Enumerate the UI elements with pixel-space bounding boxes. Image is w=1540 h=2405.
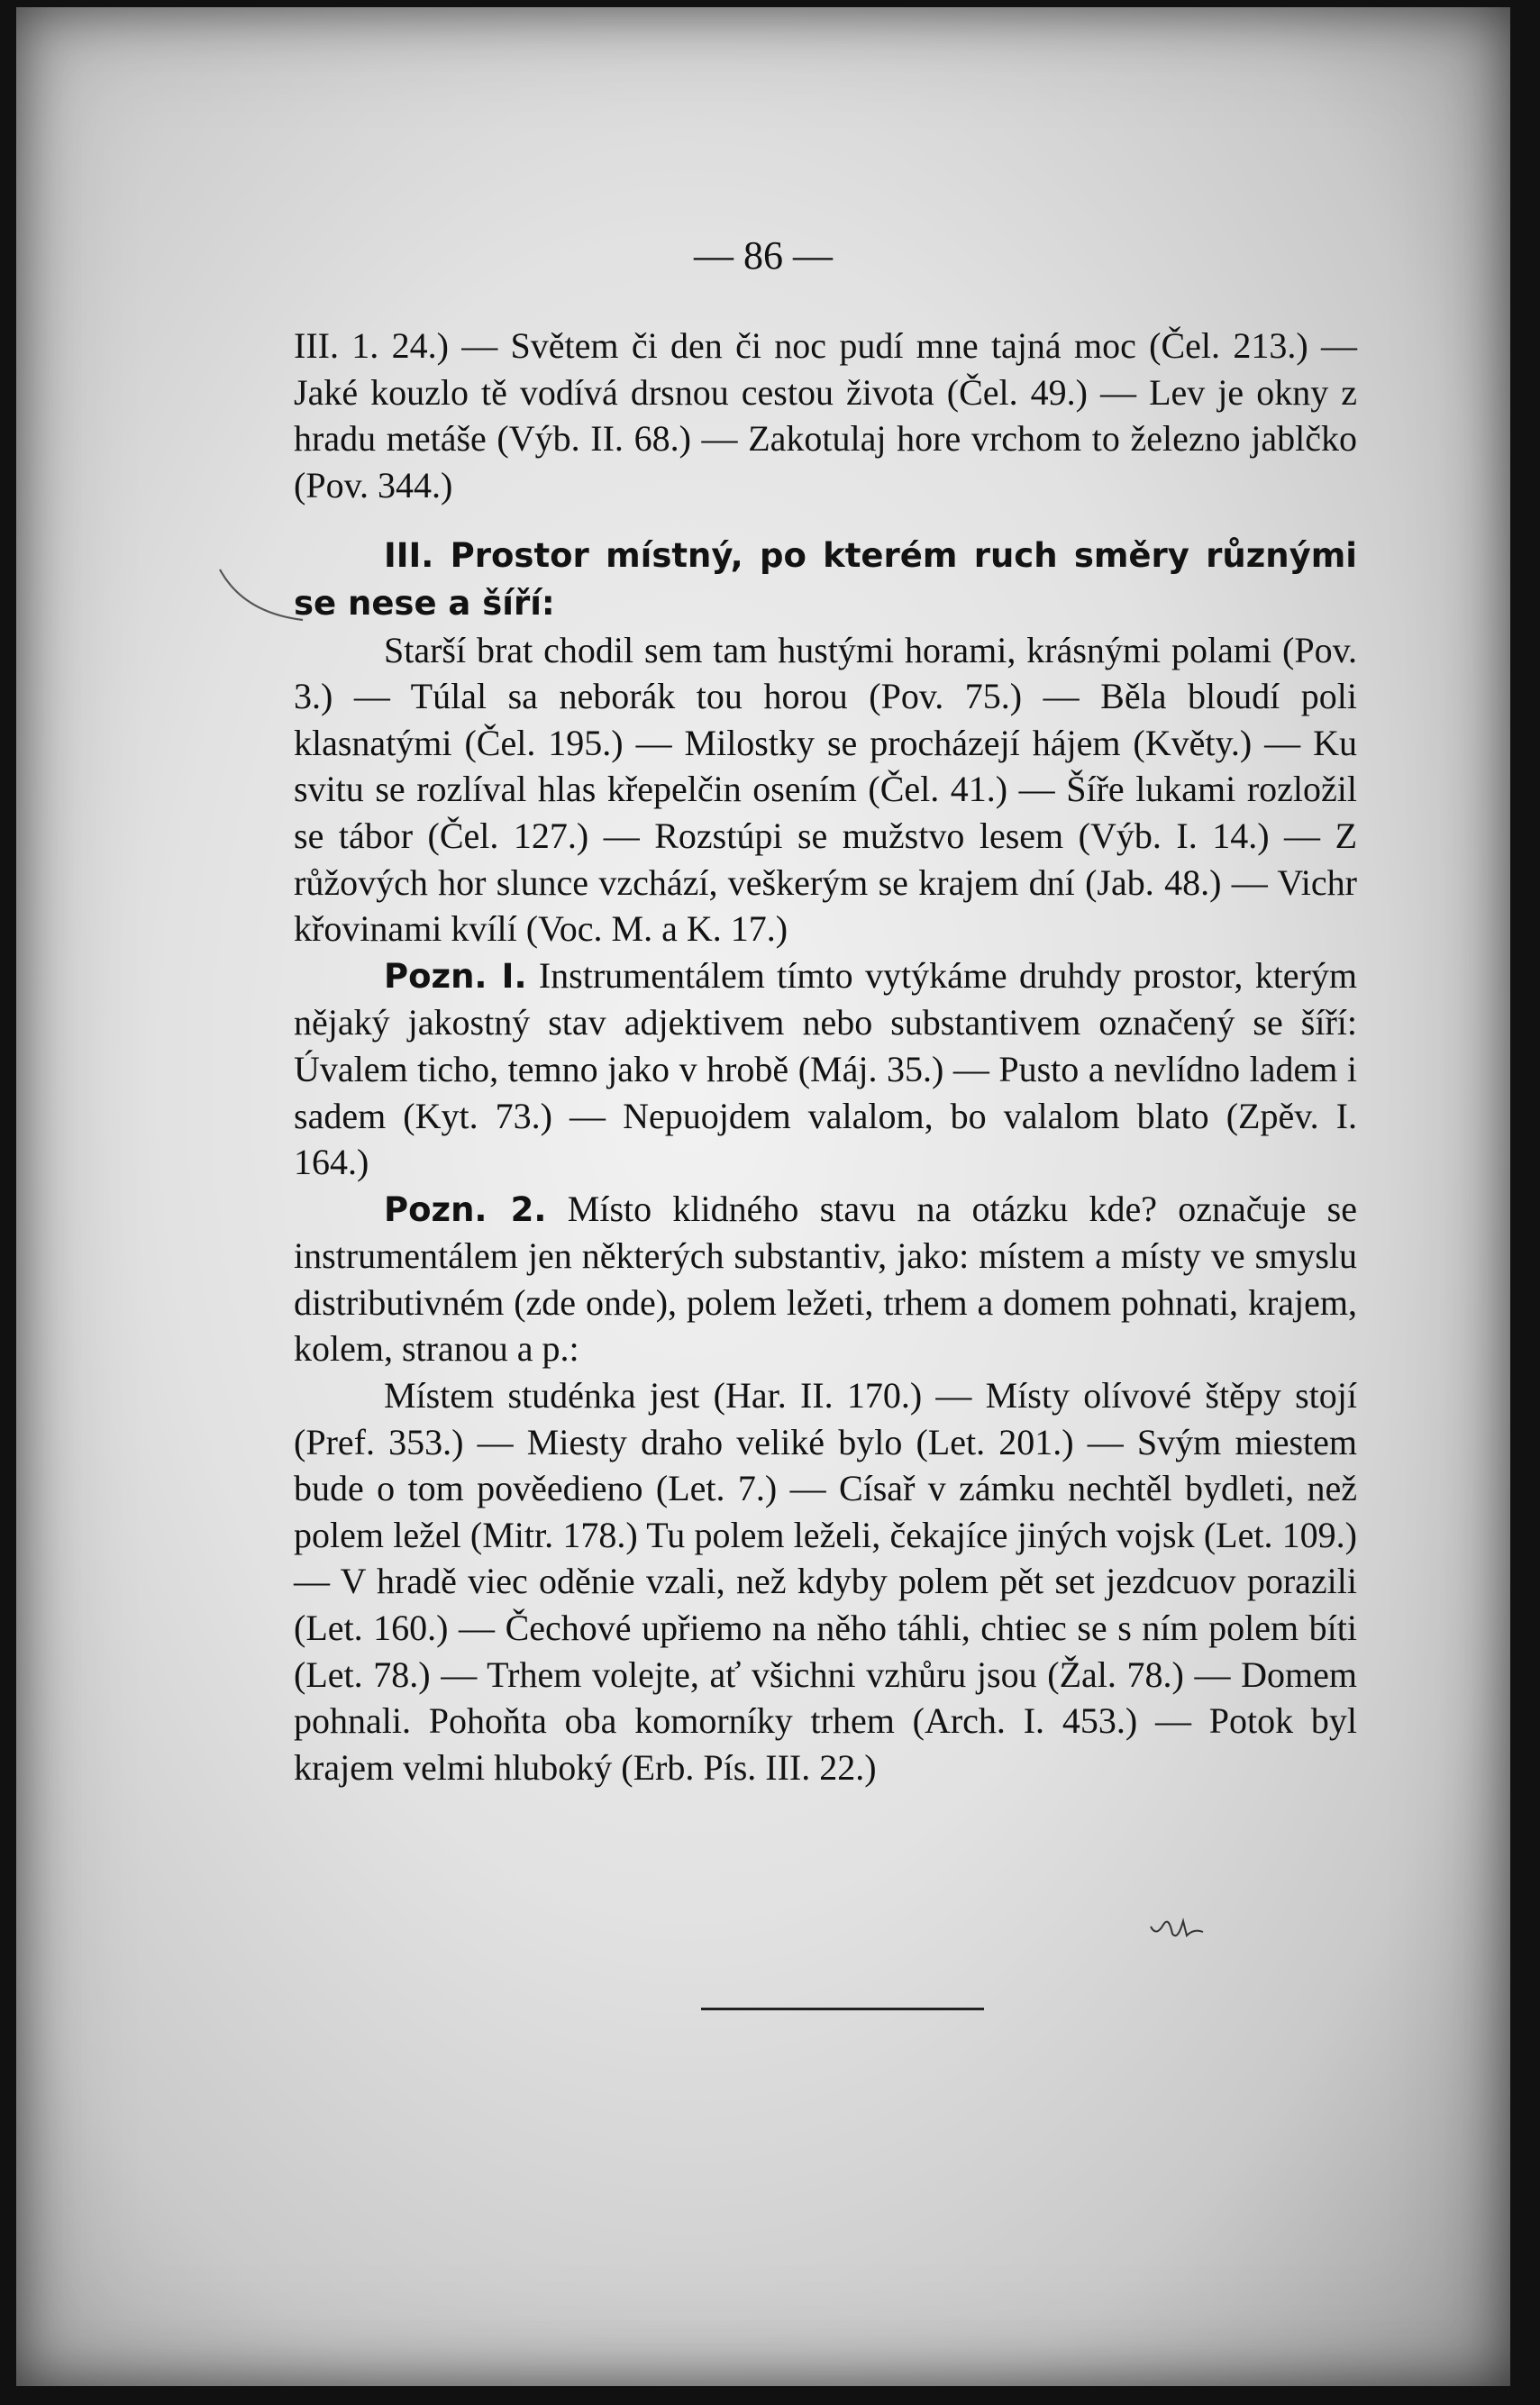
end-rule — [701, 2008, 984, 2010]
paragraph-6-text: Místem studénka jest (Har. II. 170.) — Místy olívové štěpy stojí (Pref. 353.) — Miesty draho veliké bylo (Let. 201.) — Svým miestem bude o tom pověedieno (Let. 7.) — Císař v zámku nechtěl bydleti, než polem ležel (Mitr. 178.) Tu polem leželi, čekajíce jiných vojsk (Let. 109.) — V hradě viec oděnie vzali, než kdyby polem pět set jezdcuov porazili (Let. 160.) — Čechové upřiemo na něho táhli, chtiec se s ním polem bíti (Let. 78.) — Trhem volejte, ať všichni vzhůru jsou (Žal. 78.) — Domem pohnali. Pohoňta oba komorníky trhem (Arch. I. 453.) — Potok byl krajem velmi hluboký (Erb. Pís. III. 22.) — [294, 1375, 1357, 1788]
note-2-label: Pozn. 2. — [384, 1189, 547, 1229]
section-heading-iii-title: III. Prostor místný, po kterém ruch směry různými se nese a šíří: — [294, 536, 1357, 623]
note-1-label: Pozn. I. — [384, 956, 527, 996]
note-2-text: Místo klidného stavu na otázku kde? označuje se instrumentálem jen některých substantiv, jako: místem a místy ve smyslu distributivném (zde onde), polem ležeti, trhem a domem pohnati, krajem, kolem, stranou a p.: — [294, 1188, 1358, 1370]
note-1-text: Instrumentálem tímto vytýkáme druhdy prostor, kterým nějaký jakostný stav adjektivem nebo substantivem označený se šíří: Úvalem ticho, temno jako v hrobě (Máj. 35.) — Pusto a nevlídno ladem i sadem (Kyt. 73.) — Nepuojdem valalom, bo valalom blato (Zpěv. I. 164.) — [294, 954, 1357, 1183]
paragraph-3 — [294, 627, 1357, 952]
page-number: — 86 — — [694, 233, 833, 278]
paragraph-1 — [294, 323, 1357, 508]
paragraph-1-text: III. 1. 24.) — Světem či den či noc pudí mne tajná moc (Čel. 213.) — Jaké kouzlo tě vodívá drsnou cestou života (Čel. 49.) — Lev je okny z hradu metáše (Výb. II. 68.) — Zakotulaj hore vrchom to železno jablčko (Pov. 344.) — [294, 325, 1357, 506]
section-heading-iii — [294, 532, 1357, 626]
note-1 — [294, 952, 1357, 1186]
note-2 — [294, 1186, 1357, 1372]
book-page — [16, 7, 1510, 2386]
paragraph-3-text: Starší brat chodil sem tam hustými horami, krásnými polami (Pov. 3.) — Túlal sa neborák tou horou (Pov. 75.) — Běla bloudí poli klasnatými (Čel. 195.) — Milostky se procházejí hájem (Květy.) — Ku svitu se rozlíval hlas křepelčin osením (Čel. 41.) — Šíře lukami rozložil se tábor (Čel. 127.) — Rozstúpi se mužstvo lesem (Výb. I. 14.) — Z růžových hor slunce vzchází, veškerým se krajem dní (Jab. 48.) — Vichr křovinami kvílí (Voc. M. a K. 17.) — [294, 629, 1357, 950]
paragraph-6 — [294, 1372, 1357, 1790]
handwritten-note-mark — [1147, 1909, 1210, 1945]
body-text — [294, 323, 1357, 1790]
